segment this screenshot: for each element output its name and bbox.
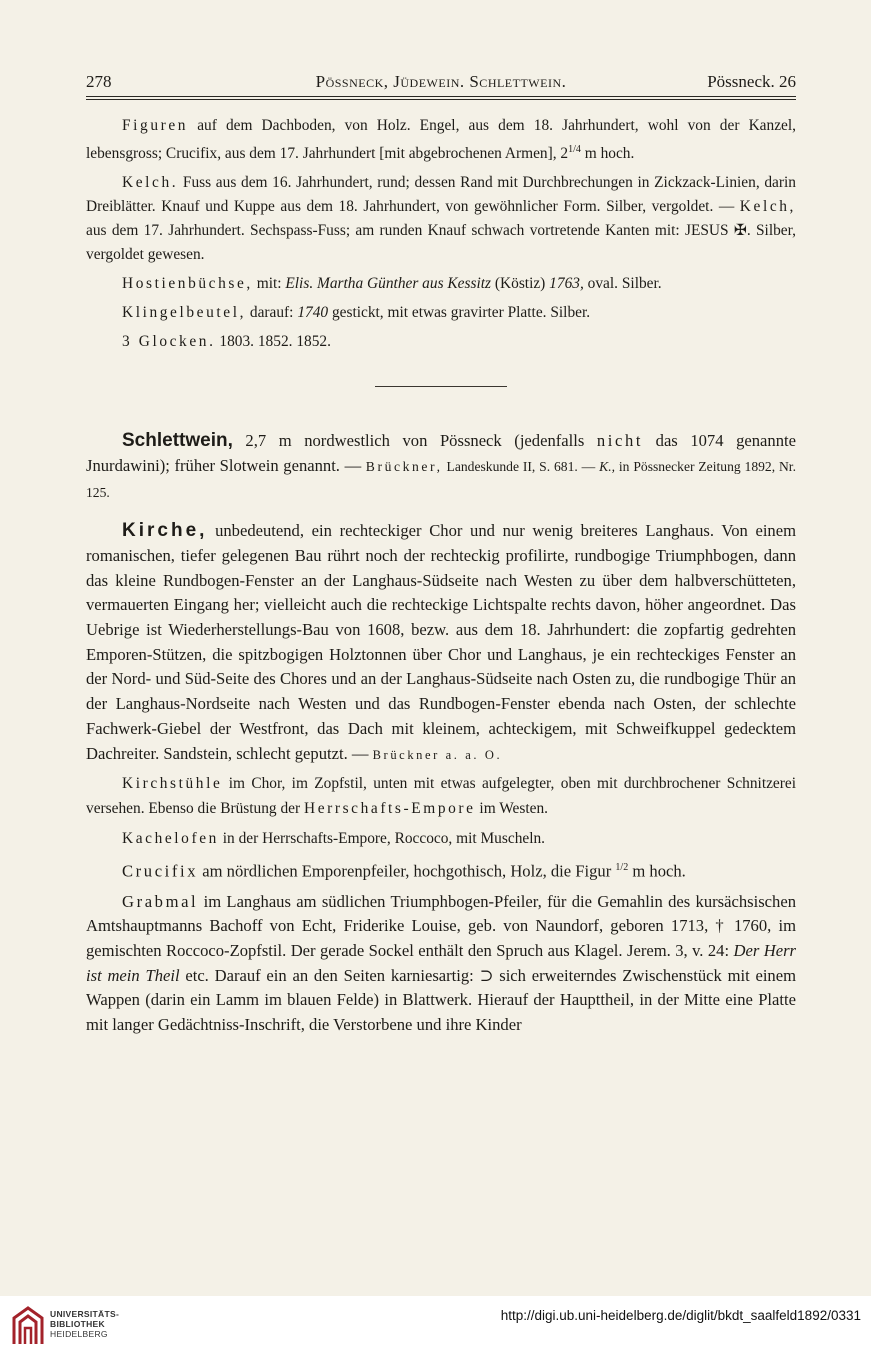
permalink-url[interactable]: http://digi.ub.uni-heidelberg.de/diglit/bkdt_saalfeld1892/0331 bbox=[500, 1308, 861, 1323]
section-marker: Pössneck. 26 bbox=[707, 72, 796, 91]
library-name: UNIVERSITÄTS- BIBLIOTHEK HEIDELBERG bbox=[50, 1309, 120, 1339]
section-separator bbox=[375, 386, 507, 387]
paragraph-crucifix: Crucifix am nördlichen Emporenpfeiler, hochgothisch, Holz, die Figur $^{1/2}$ m hoch. bbox=[122, 861, 686, 881]
kirche-heading: Kirche, bbox=[122, 520, 208, 542]
place-heading: Schlettwein, bbox=[122, 430, 233, 452]
paragraph-hostienbuechse: Hostienbüchse, mit: Elis. Martha Günther aus Kessitz (Köstiz) 1763, oval. Silber. bbox=[122, 275, 662, 293]
university-library-logo-icon[interactable] bbox=[10, 1304, 46, 1346]
digitization-footer bbox=[0, 1296, 871, 1360]
paragraph-grabmal: Grabmal im Langhaus am südlichen Triumphbogen-Pfeiler, für die Gemahlin des kursächsischen Amtshauptmanns Bachoff von Echt, Friderike Louise, geb. von Naundorf, geboren 1713, † 1760, im gemischten Roccoco-Zopfstil. Der gerade Sockel enthält den Spruch aus Klagel. Jerem. 3, v. 24: Der Herr ist mein Theil etc. Darauf ein an den Seiten karniesartig: ⊃ sich erweiterndes Zwischenstück mit einem Wappen (darin ein Lamm im blauen Felde) in Blattwerk. Hierauf der Haupttheil, in der Mitte eine Platte mit langer Gedächtniss-Inschrift, die Verstorbene und ihre Kinder bbox=[86, 891, 797, 1035]
header-rule-bottom bbox=[86, 99, 796, 100]
paragraph-figuren: Figuren auf dem Dachboden, von Holz. Engel, aus dem 18. Jahrhundert, wohl von der Kanzel, lebensgross; Crucifix, aus dem 17. Jahrhundert [mit abgebrochenen Armen], $2^{1/4}$ m hoch. bbox=[86, 117, 796, 163]
page-number: 278 bbox=[86, 72, 112, 91]
paragraph-kirchstuehle: Kirchstühle im Chor, im Zopfstil, unten mit etwas aufgelegter, oben mit durchbrochener Schnitzerei versehen. Ebenso die Brüstung der Herrschafts-Empore im Westen. bbox=[86, 775, 796, 817]
running-header bbox=[86, 70, 796, 94]
karnies-glyph: ⊃ bbox=[479, 965, 494, 985]
paragraph-kirche: Kirche, unbedeutend, ein rechteckiger Chor und nur wenig breiteres Langhaus. Von einem romanischen, tiefer gelegenen Bau rührt noch der rechteckig profilirte, rundbogige Triumphbogen, dann das kleine Rundbogen-Fenster an der Langhaus-Südseite nach Westen zu über dem halbverschütteten, vermauerten Eingang her; vielleicht auch die rechteckige Lichtspalte rechts davon, höher angeordnet. Das Uebrige ist Wiederherstellungs-Bau von 1608, bezw. aus dem 18. Jahrhundert: die zopfartig gedrehten Emporen-Stützen, die spitzbogigen Holztonnen über Chor und Langhaus, je ein rechteckiges Fenster an der Nord- und Süd-Seite des Chores und an der Langhaus-Südseite nach Osten zu, die rundbogige Thür an der Langhaus-Nordseite nach Westen und das Rundbogen-Fenster ebenda nach Osten, der schlechte Fachwerk-Giebel der Westfront, das Dach mit kleinem, achteckigem, mit Schweifkuppel gedecktem Dachreiter. Sandstein, schlecht geputzt. — Brückner a. a. O. bbox=[86, 520, 796, 763]
paragraph-kelch: Kelch. Fuss aus dem 16. Jahrhundert, rund; dessen Rand mit Durchbrechungen in Zickzack-Linien, darin Dreiblätter. Knauf und Kuppe aus dem 18. Jahrhundert, von gewöhnlicher Form. Silber, vergoldet. — Kelch, aus dem 17. Jahrhundert. Sechspass-Fuss; am runden Knauf schwach vortretende Kanten mit: JESUS ✠. Silber, vergoldet gewesen. bbox=[86, 174, 796, 264]
section-schlettwein bbox=[86, 429, 796, 1038]
section-poessneck-inventory bbox=[86, 114, 796, 354]
paragraph-schlettwein-intro: Schlettwein, 2,7 m nordwestlich von Pössneck (jedenfalls nicht das 1074 genannte Jnurdawini); früher Slotwein genannt. — Brückner, Landeskunde II, S. 681. — K., in Pössnecker Zeitung 1892, Nr. 125. bbox=[86, 430, 796, 500]
paragraph-glocken: 3 Glocken. 1803. 1852. 1852. bbox=[122, 333, 331, 351]
paragraph-kachelofen: Kachelofen in der Herrschafts-Empore, Roccoco, mit Muscheln. bbox=[122, 829, 546, 847]
page-body bbox=[86, 114, 796, 1043]
header-rule-top bbox=[86, 96, 796, 97]
running-title: Pössneck, Jüdewein. Schlettwein. bbox=[315, 72, 567, 91]
paragraph-klingelbeutel: Klingelbeutel, darauf: 1740 gestickt, mit etwas gravirter Platte. Silber. bbox=[122, 304, 591, 322]
